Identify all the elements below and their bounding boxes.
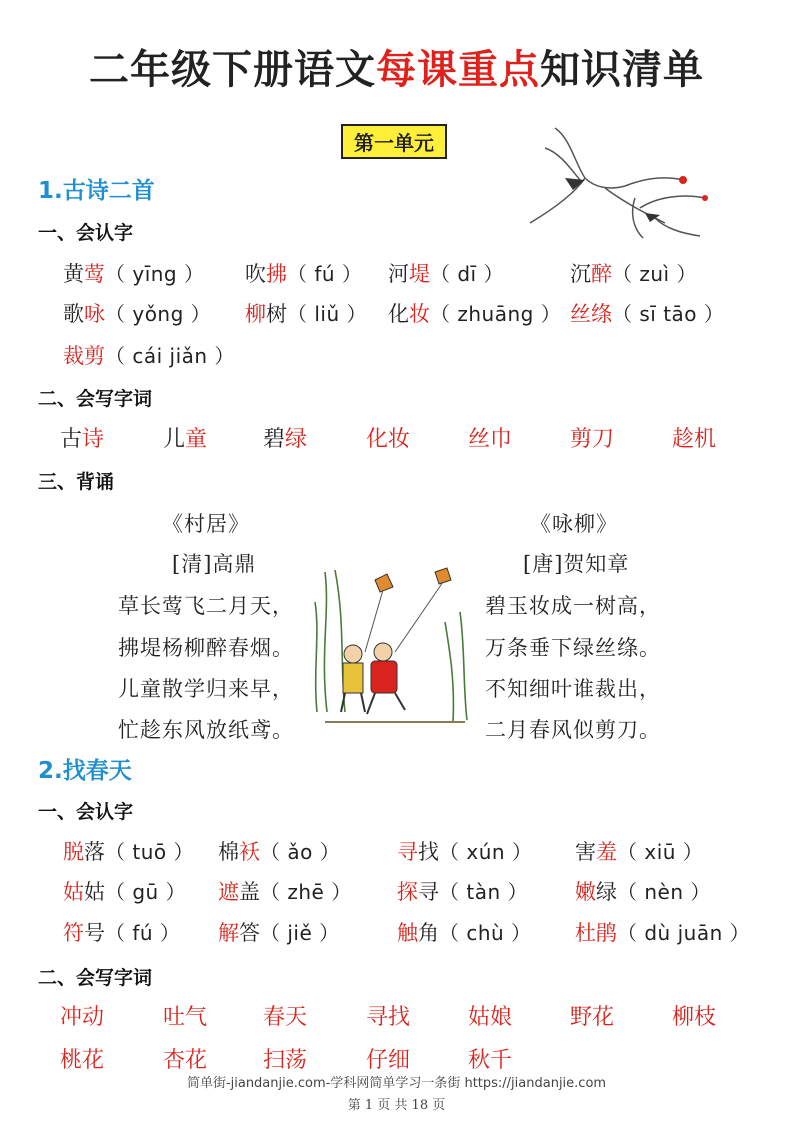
char-entry bbox=[397, 876, 528, 906]
poem-1-line: 忙趁东风放纸鸢。 bbox=[118, 718, 294, 742]
poem-1-line: 草长莺飞二月天， bbox=[118, 594, 294, 618]
poem-1-author: [清]高鼎 bbox=[172, 552, 257, 576]
char-entry bbox=[218, 836, 340, 866]
pinyin: （ sī tāo ） bbox=[612, 302, 725, 326]
poem-2-line: 万条垂下绿丝绦。 bbox=[485, 636, 661, 660]
plain-char: 号 bbox=[84, 921, 105, 945]
plain-char: 河 bbox=[388, 262, 409, 286]
write-word: 柳枝 bbox=[672, 1005, 717, 1030]
red-char: 袄 bbox=[239, 840, 260, 864]
char-entry bbox=[218, 917, 340, 947]
red-char: 堤 bbox=[409, 262, 430, 286]
red-char: 符 bbox=[63, 921, 84, 945]
red-char: 咏 bbox=[84, 302, 105, 326]
word-red: 丝巾 bbox=[468, 427, 513, 452]
pinyin: （ yīng ） bbox=[105, 262, 205, 286]
write-word: 吐气 bbox=[163, 1005, 208, 1030]
char-entry bbox=[388, 298, 561, 328]
poem-1-line: 拂堤杨柳醉春烟。 bbox=[118, 636, 294, 660]
pinyin: （ jiě ） bbox=[260, 921, 340, 945]
plain-char: 沉 bbox=[570, 262, 591, 286]
pinyin: （ nèn ） bbox=[617, 880, 711, 904]
red-char: 丝绦 bbox=[570, 302, 612, 326]
char-entry bbox=[575, 876, 711, 906]
char-entry bbox=[575, 917, 750, 947]
char-entry bbox=[63, 340, 235, 370]
title-part-red: 每课重点 bbox=[376, 46, 540, 93]
char-entry bbox=[245, 258, 362, 288]
char-entry bbox=[63, 298, 211, 328]
lesson-1-sec-write: 二、会写字词 bbox=[38, 388, 153, 410]
char-entry bbox=[245, 298, 367, 328]
word-black: 儿 bbox=[163, 427, 186, 452]
red-char: 妆 bbox=[409, 302, 430, 326]
plain-char: 姑 bbox=[84, 880, 105, 904]
pinyin: （ yǒng ） bbox=[105, 302, 212, 326]
write-word bbox=[570, 422, 614, 453]
plain-char: 盖 bbox=[239, 880, 260, 904]
write-word: 仔细 bbox=[366, 1048, 411, 1073]
char-entry bbox=[63, 258, 204, 288]
word-red: 绿 bbox=[285, 427, 308, 452]
poem-2-line: 碧玉妆成一树高， bbox=[485, 594, 661, 618]
red-char: 寻 bbox=[397, 840, 418, 864]
pinyin: （ fú ） bbox=[105, 921, 181, 945]
red-char: 触 bbox=[397, 921, 418, 945]
plain-char: 角 bbox=[418, 921, 439, 945]
red-char: 羞 bbox=[596, 840, 617, 864]
plain-char: 害 bbox=[575, 840, 596, 864]
lesson-2-sec-recognize: 一、会认字 bbox=[38, 801, 134, 823]
word-red: 剪刀 bbox=[570, 427, 615, 452]
write-word: 春天 bbox=[263, 1005, 308, 1030]
footer-page: 第 1 页 共 18 页 bbox=[347, 1098, 446, 1113]
write-word: 扫荡 bbox=[263, 1048, 308, 1073]
char-entry bbox=[63, 876, 186, 906]
lesson-1-sec-recite: 三、背诵 bbox=[38, 471, 115, 493]
write-word: 冲动 bbox=[60, 1005, 105, 1030]
lesson-1-sec-recognize: 一、会认字 bbox=[38, 222, 134, 244]
title-part-1: 二年级下册语文 bbox=[89, 46, 376, 93]
pinyin: （ dù juān ） bbox=[617, 921, 751, 945]
red-char: 嫩 bbox=[575, 880, 596, 904]
word-red: 化妆 bbox=[366, 427, 411, 452]
page-title bbox=[0, 38, 793, 95]
pinyin: （ tàn ） bbox=[439, 880, 528, 904]
pinyin: （ xiū ） bbox=[617, 840, 704, 864]
char-entry bbox=[575, 836, 703, 866]
word-black: 古 bbox=[60, 427, 83, 452]
char-entry bbox=[570, 298, 724, 328]
write-word bbox=[468, 422, 512, 453]
pinyin: （ liǔ ） bbox=[287, 302, 368, 326]
red-char: 柳 bbox=[245, 302, 266, 326]
write-word bbox=[163, 422, 207, 453]
plain-char: 绿 bbox=[596, 880, 617, 904]
write-word bbox=[672, 422, 716, 453]
kite-children-icon bbox=[305, 562, 480, 730]
pinyin: （ dī ） bbox=[430, 262, 504, 286]
pinyin: （ xún ） bbox=[439, 840, 533, 864]
lesson-2-sec-write: 二、会写字词 bbox=[38, 967, 153, 989]
pinyin: （ zhuāng ） bbox=[430, 302, 562, 326]
plain-char: 寻 bbox=[418, 880, 439, 904]
lesson-2-title: 2.找春天 bbox=[38, 758, 132, 784]
red-char: 解 bbox=[218, 921, 239, 945]
pinyin: （ zuì ） bbox=[612, 262, 697, 286]
red-char: 遮 bbox=[218, 880, 239, 904]
red-char: 杜鹃 bbox=[575, 921, 617, 945]
write-word bbox=[263, 422, 307, 453]
poem-2-title: 《咏柳》 bbox=[530, 512, 618, 536]
plain-char: 化 bbox=[388, 302, 409, 326]
plain-char: 树 bbox=[266, 302, 287, 326]
footer-site: 简单街-jiandanjie.com-学科网简单学习一条街 https://jiandanjie.com bbox=[186, 1076, 607, 1091]
red-char: 脱 bbox=[63, 840, 84, 864]
write-word: 寻找 bbox=[366, 1005, 411, 1030]
pinyin: （ fú ） bbox=[287, 262, 363, 286]
title-part-2: 知识清单 bbox=[540, 46, 704, 93]
unit-label: 第一单元 bbox=[341, 124, 447, 159]
plain-char: 棉 bbox=[218, 840, 239, 864]
char-entry bbox=[63, 836, 194, 866]
write-word: 姑娘 bbox=[468, 1005, 513, 1030]
write-word bbox=[60, 422, 104, 453]
poem-2-author: [唐]贺知章 bbox=[523, 552, 630, 576]
word-red: 趁机 bbox=[672, 427, 717, 452]
poem-1-line: 儿童散学归来早， bbox=[118, 677, 294, 701]
write-word bbox=[366, 422, 410, 453]
char-entry bbox=[218, 876, 352, 906]
write-word: 杏花 bbox=[163, 1048, 208, 1073]
plain-char: 歌 bbox=[63, 302, 84, 326]
char-entry bbox=[397, 836, 532, 866]
poem-1-title: 《村居》 bbox=[162, 512, 250, 536]
plain-char: 找 bbox=[418, 840, 439, 864]
pinyin: （ cái jiǎn ） bbox=[105, 344, 235, 368]
word-red: 诗 bbox=[82, 427, 105, 452]
red-char: 拂 bbox=[266, 262, 287, 286]
word-red: 童 bbox=[185, 427, 208, 452]
plain-char: 黄 bbox=[63, 262, 84, 286]
word-black: 碧 bbox=[263, 427, 286, 452]
poem-2-line: 二月春风似剪刀。 bbox=[485, 718, 661, 742]
red-char: 裁剪 bbox=[63, 344, 105, 368]
char-entry bbox=[63, 917, 180, 947]
char-entry bbox=[397, 917, 532, 947]
pinyin: （ chù ） bbox=[439, 921, 532, 945]
poem-2-line: 不知细叶谁裁出， bbox=[485, 677, 661, 701]
write-word: 秋千 bbox=[468, 1048, 513, 1073]
cranes-icon bbox=[515, 118, 715, 243]
char-entry bbox=[388, 258, 504, 288]
char-entry bbox=[570, 258, 697, 288]
pinyin: （ gū ） bbox=[105, 880, 187, 904]
write-word: 桃花 bbox=[60, 1048, 105, 1073]
plain-char: 吹 bbox=[245, 262, 266, 286]
write-word: 野花 bbox=[570, 1005, 615, 1030]
plain-char: 答 bbox=[239, 921, 260, 945]
pinyin: （ tuō ） bbox=[105, 840, 194, 864]
pinyin: （ ǎo ） bbox=[260, 840, 341, 864]
lesson-1-title: 1.古诗二首 bbox=[38, 178, 155, 204]
red-char: 姑 bbox=[63, 880, 84, 904]
red-char: 莺 bbox=[84, 262, 105, 286]
red-char: 探 bbox=[397, 880, 418, 904]
plain-char: 落 bbox=[84, 840, 105, 864]
red-char: 醉 bbox=[591, 262, 612, 286]
pinyin: （ zhē ） bbox=[260, 880, 352, 904]
